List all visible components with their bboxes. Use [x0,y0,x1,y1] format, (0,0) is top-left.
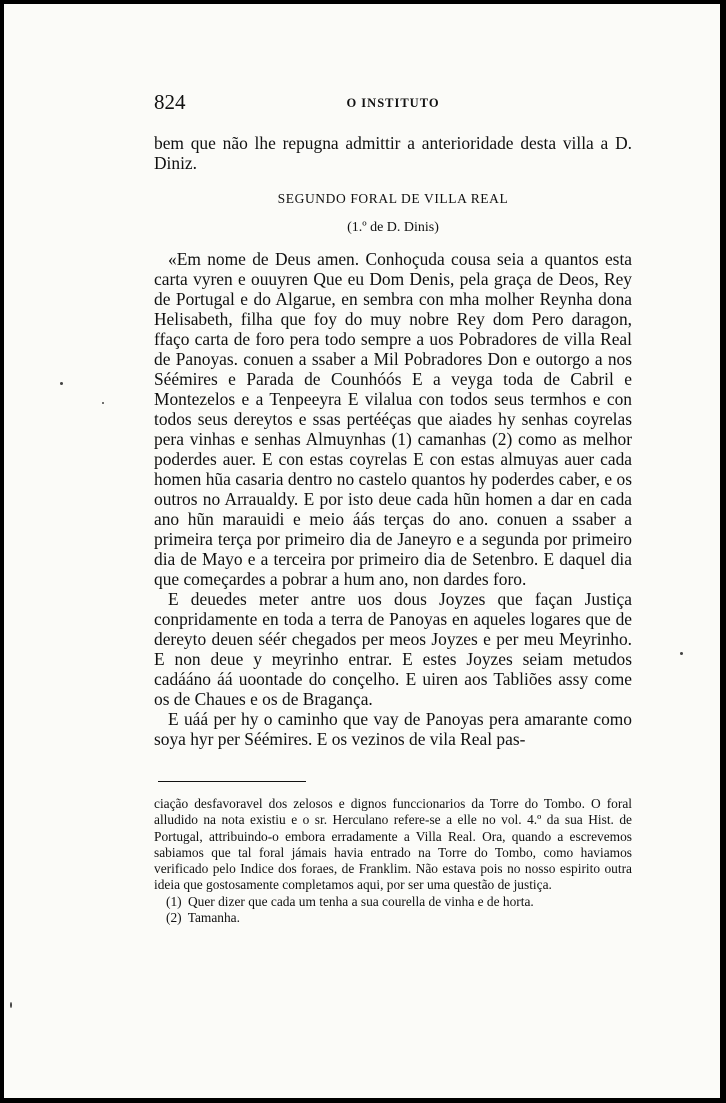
paper-speck [680,652,683,655]
page-number: 824 [154,90,186,114]
charter-paragraph: E deuedes meter antre uos dous Joyzes que façan Justiça conpridamente en toda a terra de Panoyas en aqueles logares que de dereyto deuen séér chegados per meos Joyzes e per meu Meyrinho. E non deue y meyrinho entrar. E estes Joyzes seiam metudos cadááno áá uoontade do conçelho. E uiren aos Tabliões assy come os de Chaues e os de Bragança. [154,589,632,709]
footnote-marker: (2) [166,910,182,926]
opening-paragraph: bem que não lhe repugna admittir a anterioridade desta villa a D. Diniz. [154,133,632,173]
footnote-text: Quer dizer que cada um tenha a sua courella de vinha e de horta. [187,893,534,909]
footnote-divider [158,781,306,782]
footnote-marker: (1) [166,893,182,909]
page-header [154,90,632,116]
section-title: SEGUNDO FORAL DE VILLA REAL [277,191,509,206]
footnote [154,894,632,910]
footnote-continuation: ciação desfavoravel dos zelosos e dignos funccionarios da Torre do Tombo. O foral alludido na nota existiu e o sr. Herculano refere-se a elle no vol. 4.º da sua Hist. de Portugal, attribuindo-o embora erradamente a Villa Real. Ora, quando a escrevemos sabiamos que tal foral jámais havia entrado na Torre do Tombo, como haviamos verificado pelo Indice dos foraes, de Franklim. Não estava pois no nosso espirito outra ideia que gostosamente completamos aqui, por ser uma questão de justiça. [154,796,632,893]
paper-speck [10,1002,12,1008]
book-page [4,4,720,1098]
paper-speck [102,402,104,404]
section-subtitle: (1.º de D. Dinis) [347,220,439,235]
running-title: O INSTITUTO [346,96,440,110]
paper-speck [60,382,63,385]
main-text [154,133,632,749]
footnote-text: Tamanha. [187,910,240,926]
charter-paragraph: E uáá per hy o caminho que vay de Panoyas pera amarante como soya hyr per Séémires. E os vezinos de vila Real pas- [154,709,632,749]
charter-paragraph: «Em nome de Deus amen. Conhoçuda cousa seia a quantos esta carta vyren e ouuyren Que eu Dom Denis, pela graça de Deos, Rey de Portugal e do Algarue, en sembra con mha molher Reynha dona Helisabeth, filha que foy do muy nobre Rey dom Pero daragon, ffaço carta de foro pera todo sempre a uos Pobradores de villa Real de Panoyas. conuen a ssaber a Mil Pobradores Don e outorgo a nos Séémires e Parada de Counhóós E a veyga toda de Cabril e Montezelos e a Tenpeeyra E vilalua con todos seus termhos e con todos seus dereytos e ssas pertééças que aiades hy senhas coyrelas pera vinhas e senhas Almuynhas (1) camanhas (2) como as melhor poderdes auer. E con estas coyrelas E con estas almuyas auer cada homen hũa casaria dentro no castelo quantos hy poderdes caber, e os outros no Arraualdy. E por isto deue cada hũn homen a dar en cada ano hũn marauidi e meio áás terças do ano. conuen a ssaber a primeira terça por primeiro dia de Janeyro e a segunda por primeiro dia de Mayo e a terceira por primeiro dia de Setenbro. E daquel dia que começardes a pobrar a hum ano, non dardes foro. [154,249,632,589]
footnote [154,910,632,926]
footnotes [154,796,632,926]
